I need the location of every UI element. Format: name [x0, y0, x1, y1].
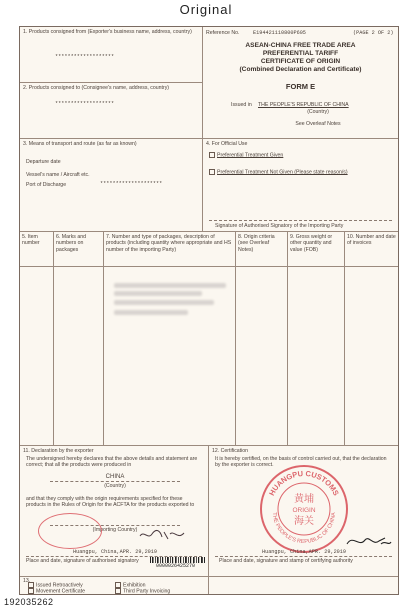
issued-in-label: Issued in	[231, 102, 252, 108]
certification-label: 12. Certification	[212, 448, 249, 454]
importing-country-note: (Importing Country)	[92, 527, 138, 533]
departure-label: Departure date	[26, 159, 61, 165]
box-13-right	[209, 576, 398, 594]
declaration-text-1: The undersigned hereby declares that the above details and statement are correct; that all the products were produced in	[26, 456, 198, 469]
checkbox-third-party[interactable]	[115, 588, 121, 594]
form-title: FORM E	[285, 82, 316, 91]
col-invoices: 10. Number and date of invoices	[345, 232, 398, 267]
footer-code: 192035262	[4, 597, 54, 607]
box-13	[20, 576, 209, 594]
box-transport-label: 3. Means of transport and route (as far as known)	[23, 141, 137, 147]
reference-label: Reference No.	[206, 30, 240, 36]
redacted-line	[114, 310, 188, 315]
customs-stamp	[259, 464, 349, 554]
barcode-number: 0000026425270	[156, 563, 196, 569]
body-col-6	[345, 267, 398, 445]
reference-number: E194421110800P605	[253, 30, 306, 36]
box-official-use	[203, 139, 398, 232]
checkbox-movement[interactable]	[28, 588, 34, 594]
box-official-label: 4. For Official Use	[206, 141, 248, 147]
company-stamp	[38, 513, 102, 549]
stamp-bottom-text: THE PEOPLE'S REPUBLIC OF CHINA	[270, 512, 338, 546]
issued-country: THE PEOPLE'S REPUBLIC OF CHINA	[258, 102, 349, 108]
retroactive-label: Issued Retroactively	[36, 582, 83, 589]
body-col-1	[20, 267, 54, 445]
movement-label: Movement Certificate	[36, 588, 86, 595]
treatment-not-given-label: Preferential Treatment Not Given (Please state reason/s)	[217, 169, 348, 176]
declaration-country: CHINA	[105, 474, 125, 480]
box-exporter	[20, 27, 203, 83]
col-origin-criteria: 8. Origin criteria (see Overleaf Notes)	[236, 232, 288, 267]
box-consignee-label: 2. Products consigned to (Consignee's name, address, country)	[23, 85, 170, 91]
box-13-label: 13.	[23, 578, 31, 584]
treatment-given-label: Preferential Treatment Given	[217, 152, 284, 159]
box-certification	[209, 445, 398, 576]
certification-footer: Place and date, signature and stamp of certifying authority	[219, 558, 353, 564]
stamp-origin: ORIGIN	[292, 507, 316, 514]
stamp-cn-2: 海关	[294, 516, 314, 527]
declaration-footer: Place and date, signature of authorised signatory	[26, 558, 139, 564]
exporter-value: *******************	[55, 54, 115, 60]
box-exporter-label: 1. Products consigned from (Exporter's business name, address, country)	[23, 29, 192, 35]
stamp-top-text: HUANGPU CUSTOMS	[267, 468, 341, 498]
overleaf-notes: See Overleaf Notes	[295, 121, 341, 127]
port-label: Port of Discharge	[26, 182, 67, 188]
col-marks: 6. Marks and numbers on packages	[54, 232, 104, 267]
port-value: ********************	[100, 181, 163, 187]
title-line-1: ASEAN-CHINA FREE TRADE AREA	[245, 42, 356, 49]
page-indicator: (PAGE 2 OF 2)	[353, 30, 394, 36]
exhibition-label: Exhibition	[123, 582, 146, 589]
box-transport	[20, 139, 203, 232]
redacted-line	[114, 291, 202, 296]
reference-block	[203, 27, 398, 139]
declaration-place-date: Huangpu, China,APR. 29,2019	[72, 549, 158, 555]
redacted-line	[114, 283, 226, 288]
declaration-country-note: (Country)	[104, 483, 126, 489]
certification-place-date: Huangpu, China,APR. 29,2019	[261, 549, 347, 555]
declaration-label: 11. Declaration by the exporter	[23, 448, 94, 454]
box-declaration	[20, 445, 209, 576]
certifier-signature	[345, 532, 393, 550]
consignee-value: *******************	[55, 101, 115, 107]
checkbox-treatment-given[interactable]	[209, 152, 215, 158]
box-consignee	[20, 83, 203, 139]
title-line-4: (Combined Declaration and Certificate)	[239, 66, 362, 73]
third-party-label: Third Party Invoicing	[123, 588, 171, 595]
redacted-line	[114, 300, 214, 305]
importing-signature-label: Signature of Authorised Signatory of the Importing Party	[215, 223, 344, 229]
col-description: 7. Number and type of packages, description of products (including quantity where appropriate and HS number of the importing Party)	[104, 232, 236, 267]
body-col-2	[54, 267, 104, 445]
page-header: Original	[179, 2, 233, 17]
body-col-3	[104, 267, 236, 445]
checkbox-treatment-not-given[interactable]	[209, 169, 215, 175]
stamp-cn-1: 黄埔	[294, 494, 314, 505]
declaration-text-2: and that they comply with the origin requirements specified for these products in the Rules of Origin for the ACFTA for the products exported to	[26, 496, 195, 509]
body-col-4	[236, 267, 288, 445]
title-line-2: PREFERENTIAL TARIFF	[262, 50, 339, 57]
title-line-3: CERTIFICATE OF ORIGIN	[260, 58, 341, 65]
col-gross-weight: 9. Gross weight or other quantity and value (FOB)	[288, 232, 345, 267]
body-col-5	[288, 267, 345, 445]
issued-country-note: (Country)	[307, 109, 329, 115]
col-item-number: 5. Item number	[20, 232, 54, 267]
vessel-label: Vessel's name / Aircraft etc.	[26, 172, 90, 178]
certificate-document	[19, 26, 399, 595]
certification-text: It is hereby certified, on the basis of control carried out, that the declaration by the exporter is correct.	[215, 456, 387, 469]
exporter-signature	[138, 528, 186, 542]
